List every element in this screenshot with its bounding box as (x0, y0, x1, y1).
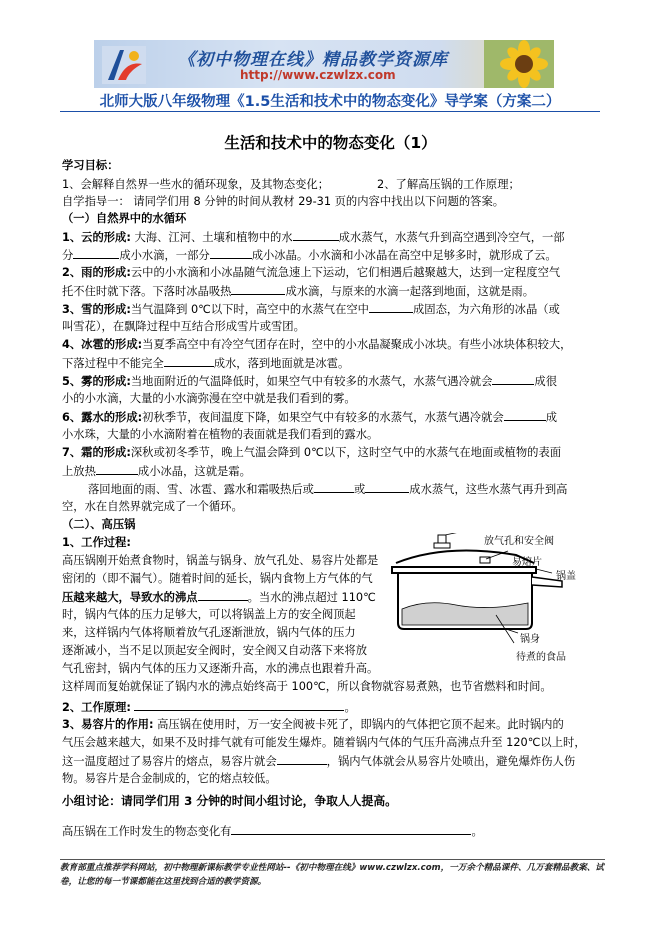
fog-text-b: 成很 (534, 375, 557, 388)
hail-heading: 4、冰雹的形成: (62, 338, 143, 351)
blank-field[interactable] (492, 372, 534, 385)
section-pressure-cooker: （二）、高压锅 (62, 518, 136, 531)
blank-field[interactable] (134, 698, 344, 711)
goals-row (62, 176, 520, 194)
snow-line-1 (62, 300, 560, 319)
label-food: 待煮的食品 (516, 652, 566, 663)
goals-heading: 学习目标： (62, 159, 119, 172)
process-text-3: 压越来越大，导致水的沸点 (62, 591, 198, 604)
frost-line-2 (62, 462, 251, 481)
self-study-guide: 自学指导一： 请同学们用 8 分钟的时间从教材 29-31 页的内容中找出以下问题的答案。 (62, 195, 505, 208)
fog-heading: 5、雾的形成: (62, 375, 131, 388)
process-line-2: 密闭的（即不漏气）。随着时间的延长，锅内食物上方气体的气 (62, 572, 373, 585)
cloud-heading: 1、云的形成: (62, 231, 131, 244)
header-divider (60, 111, 600, 112)
blank-field[interactable] (293, 228, 339, 241)
group-discussion: 小组讨论：请同学们用 3 分钟的时间小组讨论，争取人人提高。 (62, 794, 397, 808)
fuse-line-4: 物。易容片是合金制成的，它的熔点较低。 (62, 772, 277, 785)
hail-text-a: 当夏季高空中有冷空气团存在时，空中的小水晶凝聚成小冰块。有些小冰块体积较大， (142, 338, 572, 351)
blank-field[interactable] (198, 588, 248, 601)
process-line-5: 来，这样锅内气体将顺着放气孔逐渐泄放，锅内气体的压力 (62, 626, 356, 639)
dew-text-b: 成 (545, 411, 557, 424)
cycle-text-b: 或 (353, 483, 366, 496)
cooker-question: 高压锅在工作时发生的物态变化有 。 (62, 822, 483, 841)
blank-field[interactable] (231, 282, 285, 295)
cloud-line-1 (62, 228, 565, 247)
label-body: 锅身 (520, 634, 540, 645)
rain-line-2 (62, 282, 534, 301)
cloud-text-b: 成水蒸气，水蒸气升到高空遇到冷空气，一部 (338, 231, 565, 244)
dew-line-2: 小水珠，大量的小水滴附着在植物的表面就是我们看到的露水。 (62, 428, 379, 441)
rain-text-b: 托不住时就下落。下落时冰晶吸热 (62, 285, 232, 298)
cloud-text-c: 分 (62, 249, 74, 262)
blank-field[interactable] (277, 752, 327, 765)
section-water-cycle: （一）自然界中的水循环 (62, 212, 187, 225)
blank-field[interactable] (504, 408, 546, 421)
label-fuse: 易熔片 (512, 557, 542, 568)
label-lid: 锅盖 (556, 571, 576, 582)
blank-field[interactable] (369, 300, 413, 313)
goal-2: 2、了解高压锅的工作原理； (377, 178, 520, 191)
blank-field[interactable] (314, 480, 354, 493)
blank-field[interactable] (365, 480, 409, 493)
banner-url[interactable]: http://www.czwlzx.com (240, 68, 396, 82)
label-vent: 放气孔和安全阀 (484, 536, 554, 547)
blank-field[interactable] (164, 354, 214, 367)
hail-line-2 (62, 354, 349, 373)
frost-text-b: 上放热 (62, 465, 96, 478)
fog-text-a: 当地面附近的气温降低时，如果空气中有较多的水蒸气，水蒸气遇冷就会 (130, 375, 493, 388)
cloud-line-2 (62, 246, 557, 265)
cycle-text-a: 落回地面的雨、雪、冰雹、露水和霜吸热后或 (88, 483, 314, 496)
cycle-text-c: 成水蒸气，这些水蒸气再升到高 (409, 483, 568, 496)
hail-text-c: 成水，落到地面就是冰雹。 (213, 357, 350, 370)
hail-line-1 (62, 336, 571, 354)
fuse-line-2: 气压会越来越大，如果不及时排气就有可能发生爆炸。随着锅内气体的气压升高沸点升至 120℃以上时， (62, 736, 586, 749)
hail-text-b: 下落过程中不能完全 (62, 357, 164, 370)
document-header: 北师大版八年级物理《1.5生活和技术中的物态变化》导学案（方案二） (99, 94, 561, 110)
snow-text-a: 当气温降到 0℃以下时，高空中的水蒸气在空中 (130, 303, 369, 316)
footer-divider (60, 859, 605, 860)
cloud-text-d: 成小水滴，一部分 (119, 249, 210, 262)
fuse-line-1 (62, 716, 564, 734)
cloud-text-a: 大海、江河、土壤和植物中的水 (134, 231, 293, 244)
rain-text-a: 云中的小水滴和小冰晶随气流急速上下运动，它们相遇后越聚越大，达到一定程度空气 (130, 266, 561, 279)
blank-field[interactable] (96, 462, 138, 475)
frost-line-1 (62, 444, 561, 462)
cycle-line-2: 空，水在自然界就完成了一个循环。 (62, 500, 243, 513)
frost-text-a: 深秋或初冬季节，晚上气温会降到 0℃以下，这时空气中的水蒸气在地面或植物的表面 (130, 446, 562, 459)
fuse-line-3 (62, 752, 575, 771)
fuse-text-c: 这一温度超过了易容片的熔点，易容片就会 (62, 755, 277, 768)
process-line-1: 高压锅刚开始煮食物时，锅盖与锅身、放气孔处、易容片处都是 (62, 554, 379, 567)
fuse-text-a: 高压锅在使用时，万一安全阀被卡死了，即锅内的气体把它顶不起来。此时锅内的 (157, 718, 564, 731)
snow-text-b: 成固态，为六角形的冰晶（或 (412, 303, 560, 316)
blank-field[interactable] (231, 822, 471, 835)
dew-line-1 (62, 408, 557, 427)
process-line-8: 这样周而复始就保证了锅内水的沸点始终高于 100℃，所以食物就容易煮熟，也节省燃料和时间。 (62, 680, 552, 693)
fog-line-1 (62, 372, 557, 391)
blank-field[interactable] (210, 246, 252, 259)
principle-heading: 2、工作原理: (62, 701, 131, 714)
site-logo-icon (102, 46, 146, 84)
snow-heading: 3、雪的形成: (62, 303, 131, 316)
process-heading: 1、工作过程: (62, 536, 131, 549)
frost-heading: 7、霜的形成: (62, 446, 131, 459)
dew-heading: 6、露水的形成: (62, 411, 143, 424)
process-line-3 (62, 588, 376, 607)
process-text-3b: 。当水的沸点超过 110℃ (247, 591, 376, 604)
process-line-4: 时，锅内气体的压力足够大，可以将锅盖上方的安全阀顶起 (62, 608, 356, 621)
process-line-6: 逐渐减小，当不足以顶起安全阀时，安全阀又自动落下来将放 (62, 644, 368, 657)
dew-text-a: 初秋季节，夜间温度下降，如果空气中有较多的水蒸气，水蒸气遇冷就会 (142, 411, 504, 424)
cooker-question-text: 高压锅在工作时发生的物态变化有 (62, 825, 232, 838)
site-banner (94, 40, 554, 88)
process-line-7: 气孔密封，锅内气体的压力又逐渐升高，水的沸点也跟着升高。 (62, 662, 379, 675)
principle-line: 2、工作原理: 。 (62, 698, 356, 717)
rain-line-1 (62, 264, 560, 282)
rain-text-c: 成水滴，与原来的水滴一起落到地面，这就是雨。 (285, 285, 535, 298)
cloud-text-e: 成小冰晶。小水滴和小冰晶在高空中足够多时，就形成了云。 (251, 249, 557, 262)
cycle-line-1 (88, 480, 567, 499)
goal-1: 1、会解释自然界一些水的循环现象，及其物态变化； (62, 178, 330, 191)
fuse-heading: 3、易容片的作用: (62, 718, 154, 731)
fog-line-2: 小的小水滴，大量的小水滴弥漫在空中就是我们看到的雾。 (62, 392, 356, 405)
sunflower-image (484, 40, 554, 88)
frost-text-c: 成小冰晶，这就是霜。 (137, 465, 251, 478)
rain-heading: 2、雨的形成: (62, 266, 131, 279)
banner-title: 《初中物理在线》精品教学资源库 (178, 50, 448, 70)
fuse-text-d: ，锅内气体就会从易容片处喷出，避免爆炸伤人伤 (326, 755, 576, 768)
blank-field[interactable] (73, 246, 119, 259)
page-footer: 教育部重点推荐学科网站，初中物理新课标教学专业性网站--《初中物理在线》www.czwlzx.com，一万余个精品课件、几万套精品教案、试卷，让您的每一节课都能在这里找到合适的教学资源。 (60, 863, 604, 887)
pressure-cooker-diagram (386, 533, 584, 651)
snow-line-2: 叫雪花），在飘降过程中互结合形成雪片或雪团。 (62, 320, 305, 333)
page-title: 生活和技术中的物态变化（1） (224, 134, 437, 152)
